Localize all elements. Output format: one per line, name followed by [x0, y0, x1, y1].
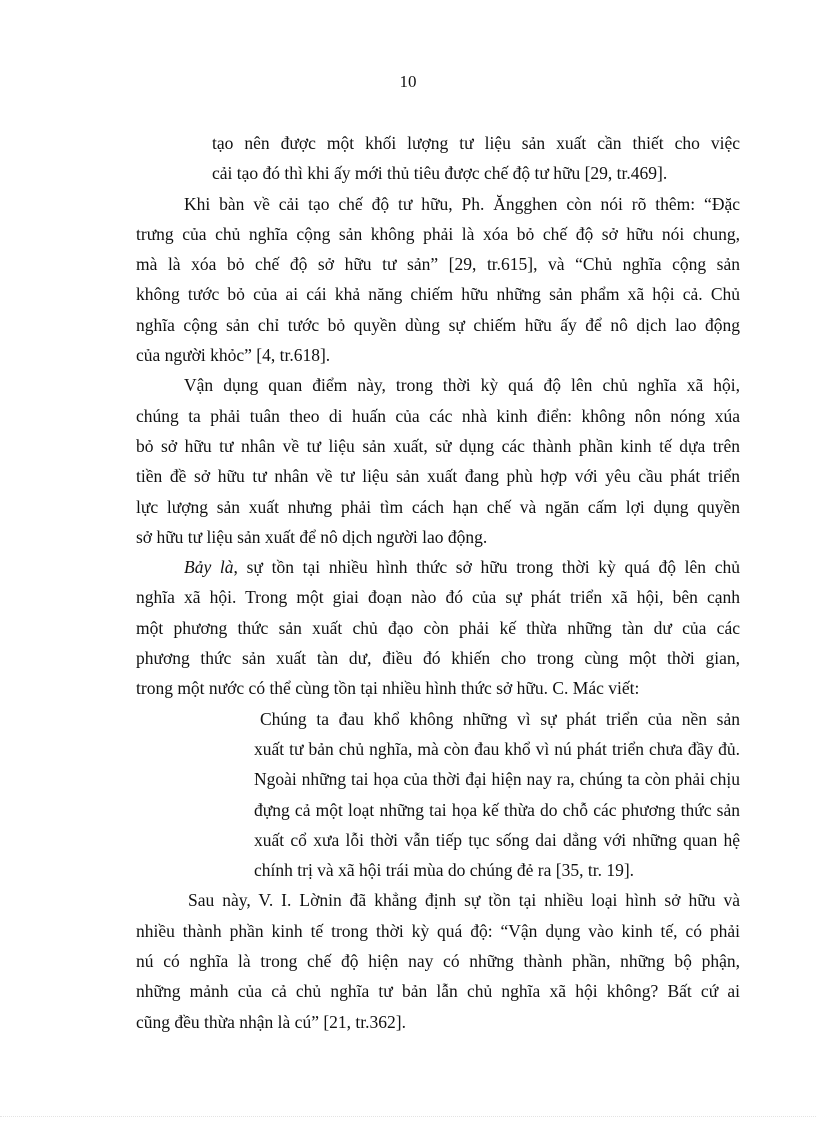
paragraph-line: Khi bàn về cải tạo chế độ tư hữu, Ph. Ăngghen còn nói rõ thêm: “Đặc	[184, 193, 740, 214]
footer-divider	[0, 1116, 816, 1117]
paragraph-line	[136, 552, 740, 582]
paragraph-line: lực lượng sản xuất nhưng phải tìm cách hạn chế và ngăn cấm lợi dụng quyền	[136, 496, 740, 517]
paragraph-line: tiền đề sở hữu tư nhân về tư liệu sản xuất đang phù hợp với yêu cầu phát triển	[136, 466, 740, 487]
paragraph-line: những mảnh của cả chủ nghĩa tư bản lẫn chủ nghĩa xã hội không? Bất cứ ai	[136, 981, 740, 1002]
paragraph-line: nghĩa cộng sản chỉ tước bỏ quyền dùng sự chiếm hữu ấy để nô dịch lao động	[136, 314, 740, 335]
paragraph-line: Sau này, V. I. Lờnin đã khẳng định sự tồn tại nhiều loại hình sở hữu và	[188, 890, 740, 911]
quote-line: Chúng ta đau khổ không những vì sự phát triển của nền sản	[260, 708, 740, 729]
paragraph-line: Vận dụng quan điểm này, trong thời kỳ quá độ lên chủ nghĩa xã hội,	[184, 375, 740, 396]
emphasis-bay-la: Bảy là	[184, 557, 234, 578]
paragraph-line: không tước bỏ của ai cái khả năng chiếm hữu những sản phẩm xã hội cả. Chủ	[136, 284, 740, 305]
paragraph-line: trong một nước có thể cùng tồn tại nhiều hình thức sở hữu. C. Mác viết:	[136, 678, 640, 699]
paragraph-line-rest: , sự tồn tại nhiều hình thức sở hữu trong thời kỳ quá độ lên chủ	[233, 557, 741, 578]
quote-line: Ngoài những tai họa của thời đại hiện nay ra, chúng ta còn phải chịu	[254, 769, 740, 790]
paragraph-line: trưng của chủ nghĩa cộng sản không phải là xóa bỏ chế độ sở hữu nói chung,	[136, 223, 740, 244]
quote-line: tạo nên được một khối lượng tư liệu sản xuất cần thiết cho việc	[212, 133, 740, 153]
quote-line: xuất tư bản chủ nghĩa, mà còn đau khổ vì nú phát triển chưa đầy đủ.	[254, 738, 740, 759]
page-number: 10	[399, 72, 417, 91]
paragraph-line: của người khỏc” [4, tr.618].	[136, 345, 331, 366]
document-body	[136, 128, 740, 1037]
paragraph-line: bỏ sở hữu tư nhân về tư liệu sản xuất, sử dụng các thành phần kinh tế dựa trên	[136, 435, 740, 456]
paragraph-line: nhiều thành phần kinh tế trong thời kỳ quá độ: “Vận dụng vào kinh tế, có phải	[136, 920, 740, 941]
quote-line: xuất cổ xưa lỗi thời vẫn tiếp tục sống dai dẳng với những quan hệ	[254, 829, 740, 850]
paragraph-line: nú có nghĩa là trong chế độ hiện nay có những thành phần, những bộ phận,	[136, 951, 740, 972]
paragraph-line: cũng đều thừa nhận là cú” [21, tr.362].	[136, 1011, 406, 1032]
paragraph-line: một phương thức sản xuất chủ đạo còn phải kế thừa những tàn dư của các	[136, 617, 740, 638]
paragraph-line: chúng ta phải tuân theo di huấn của các nhà kinh điển: không nôn nóng xúa	[136, 405, 740, 426]
paragraph-line: mà là xóa bỏ chế độ sở hữu tư sản” [29, tr.615], và “Chủ nghĩa cộng sản	[136, 254, 740, 275]
quote-line: đựng cả một loạt những tai họa kế thừa do chỗ các phương thức sản	[254, 799, 740, 820]
paragraph-line: sở hữu tư liệu sản xuất để nô dịch người lao động.	[136, 526, 488, 547]
quote-line: cải tạo đó thì khi ấy mới thủ tiêu được chế độ tư hữu [29, tr.469].	[212, 163, 668, 184]
quote-line: chính trị và xã hội trái mùa do chúng đẻ ra [35, tr. 19].	[254, 860, 635, 881]
paragraph-line: nghĩa xã hội. Trong một giai đoạn nào đó của sự phát triển xã hội, bên cạnh	[136, 587, 740, 608]
paragraph-line: phương thức sản xuất tàn dư, điều đó khiến cho trong cùng một thời gian,	[136, 648, 740, 669]
